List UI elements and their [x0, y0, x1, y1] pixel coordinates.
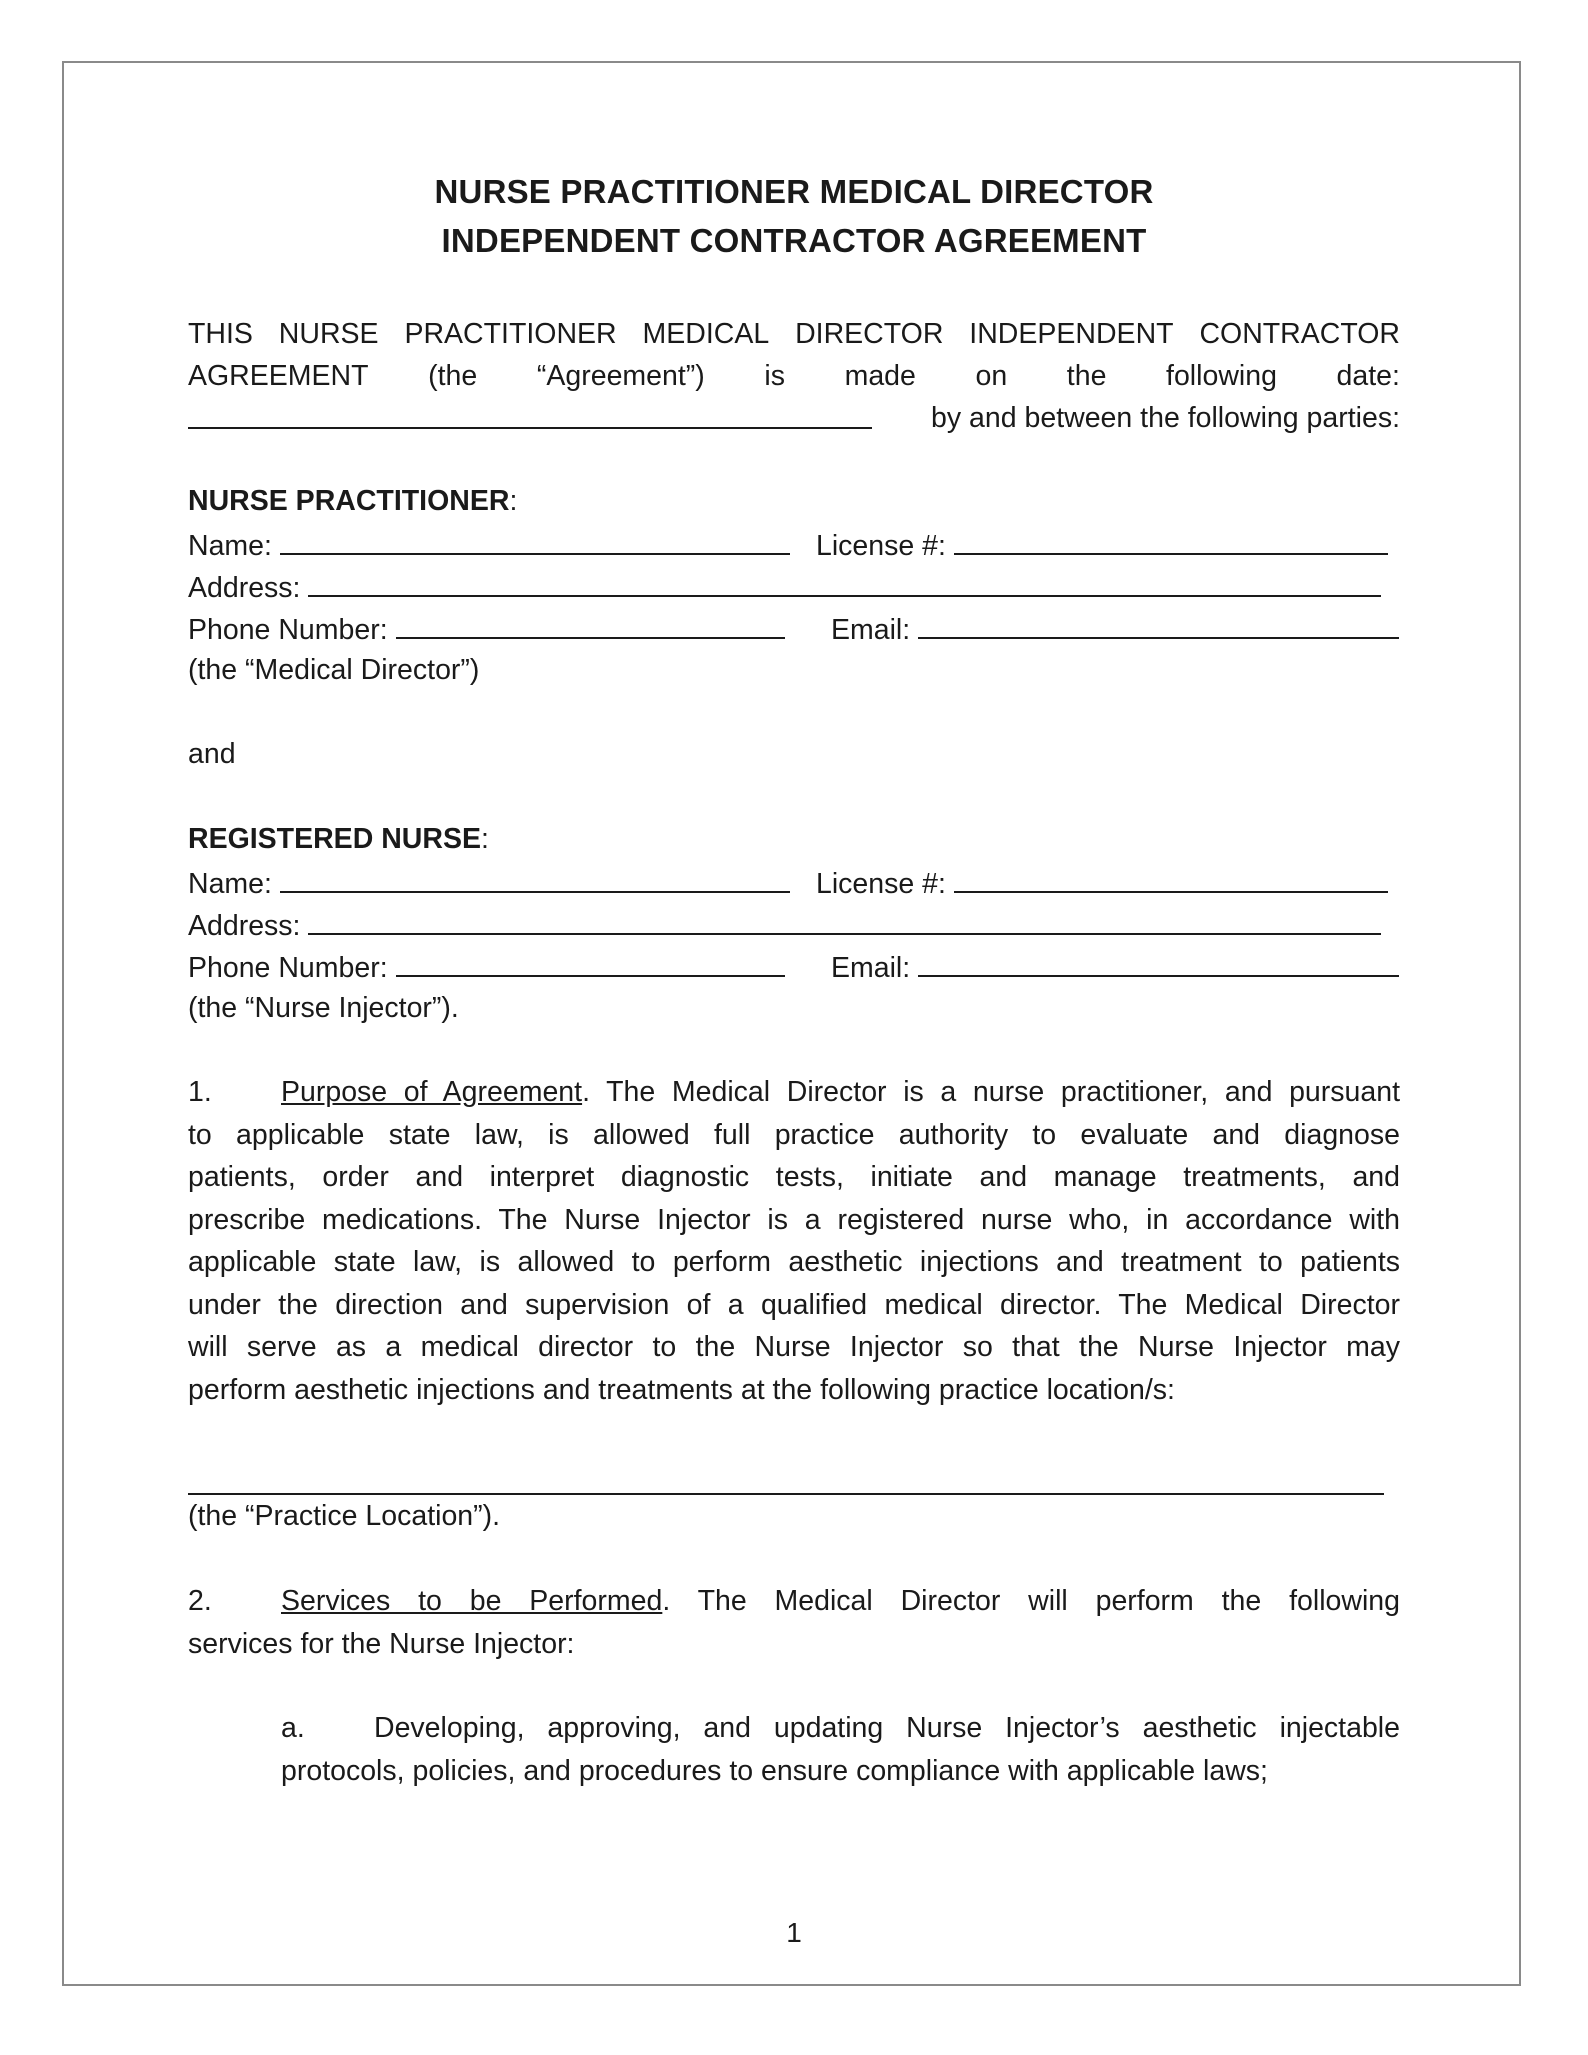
intro-line-2	[188, 355, 1400, 397]
intro-row-1-word: NURSE	[278, 318, 379, 350]
section-1-line-5: applicable state law, is allowed to perform aesthetic injections and treatment to patients	[188, 1246, 1400, 1278]
rn-phone-field[interactable]	[396, 945, 785, 977]
item-a-line-1-text: Developing, approving, and updating Nurse Injector’s aesthetic injectable	[374, 1712, 1400, 1744]
np-address-row	[188, 565, 1381, 609]
section-1-line-4: prescribe medications. The Nurse Injector is a registered nurse who, in accordance with	[188, 1203, 1400, 1236]
intro-line-3-text: by and between the following parties:	[931, 402, 1400, 434]
intro-row-2-word: made	[844, 360, 916, 392]
rn-designation: (the “Nurse Injector”).	[188, 992, 459, 1024]
np-address-field[interactable]	[308, 565, 1381, 597]
intro-row-1-word: CONTRACTOR	[1199, 318, 1400, 350]
rn-address-row	[188, 903, 1381, 947]
np-address-label: Address:	[188, 572, 301, 604]
np-license-row	[816, 523, 1388, 567]
section-2-line-1-rest: . The Medical Director will perform the following	[662, 1585, 1400, 1617]
document-page	[62, 61, 1521, 1986]
rn-name-row	[188, 861, 790, 905]
np-phone-label: Phone Number:	[188, 614, 388, 646]
intro-row-2-word: following	[1166, 360, 1277, 392]
rn-heading-colon: :	[480, 823, 489, 855]
np-name-field[interactable]	[280, 523, 790, 555]
nurse-practitioner-heading	[188, 480, 517, 522]
section-1-line-6: under the direction and supervision of a qualified medical director. The Medical Director	[188, 1288, 1400, 1321]
registered-nurse-heading	[188, 818, 489, 860]
document-title-line-1: NURSE PRACTITIONER MEDICAL DIRECTOR	[434, 173, 1154, 210]
rn-license-field[interactable]	[954, 861, 1388, 893]
rn-address-label: Address:	[188, 910, 301, 942]
intro-row-1-word: THIS	[188, 318, 253, 350]
item-a-letter: a.	[281, 1712, 305, 1744]
section-1-line-1-rest: . The Medical Director is a nurse practitioner, and pursuant	[582, 1076, 1400, 1108]
rn-phone-label: Phone Number:	[188, 952, 388, 984]
item-a-line-2: protocols, policies, and procedures to ensure compliance with applicable laws;	[281, 1754, 1268, 1787]
section-2-heading: Services to be Performed	[281, 1585, 663, 1617]
intro-row-2-word: on	[975, 360, 1008, 392]
section-1-line-7: will serve as a medical director to the Nurse Injector so that the Nurse Injector may	[188, 1331, 1400, 1363]
section-2-line-1	[188, 1580, 1400, 1623]
section-2-number: 2.	[188, 1585, 212, 1617]
np-license-label: License #:	[816, 530, 946, 562]
np-phone-field[interactable]	[396, 607, 785, 639]
rn-name-label: Name:	[188, 868, 272, 900]
section-1-line-8: perform aesthetic injections and treatments at the following practice location/s:	[188, 1373, 1175, 1406]
section-1-purpose	[188, 1071, 1400, 1411]
rn-email-label: Email:	[831, 952, 911, 984]
rn-heading-text: REGISTERED NURSE	[188, 823, 481, 855]
section-2-item-a	[281, 1707, 1400, 1792]
rn-license-label: License #:	[816, 868, 946, 900]
practice-location-field[interactable]	[188, 1463, 1384, 1495]
section-1-line-3: patients, order and interpret diagnostic tests, initiate and manage treatments, and	[188, 1161, 1400, 1193]
section-2-services	[188, 1580, 1400, 1665]
intro-row-1-word: PRACTITIONER	[404, 318, 617, 350]
intro-row-2-word: “Agreement”)	[536, 360, 705, 392]
agreement-date-field[interactable]	[188, 397, 872, 429]
and-text: and	[188, 738, 236, 770]
intro-line-3	[188, 397, 1400, 441]
np-heading-colon: :	[509, 485, 518, 517]
intro-row-1-word: DIRECTOR	[795, 318, 944, 350]
rn-email-row	[831, 945, 1399, 989]
document-title-line-2: INDEPENDENT CONTRACTOR AGREEMENT	[441, 222, 1147, 259]
rn-phone-row	[188, 945, 785, 989]
np-designation: (the “Medical Director”)	[188, 654, 480, 686]
intro-row-1-word: INDEPENDENT	[969, 318, 1174, 350]
section-2-line-2: services for the Nurse Injector:	[188, 1627, 575, 1660]
rn-email-field[interactable]	[918, 945, 1399, 977]
section-1-heading: Purpose of Agreement	[281, 1076, 583, 1108]
np-email-field[interactable]	[918, 607, 1399, 639]
rn-name-field[interactable]	[280, 861, 790, 893]
section-1-line-1	[188, 1071, 1400, 1114]
section-1-number: 1.	[188, 1076, 212, 1108]
rn-address-field[interactable]	[308, 903, 1381, 935]
item-a-line-1	[281, 1707, 1400, 1750]
intro-row-2-word: (the	[428, 360, 478, 392]
np-email-row	[831, 607, 1399, 651]
practice-location-designation: (the “Practice Location”).	[188, 1500, 501, 1532]
np-phone-row	[188, 607, 785, 651]
intro-row-1-word: MEDICAL	[642, 318, 770, 350]
np-heading-text: NURSE PRACTITIONER	[188, 485, 510, 517]
intro-row-2-word: is	[764, 360, 785, 392]
intro-row-2-word: the	[1066, 360, 1107, 392]
page-number: 1	[786, 1917, 802, 1948]
section-1-line-2: to applicable state law, is allowed full practice authority to evaluate and diagnose	[188, 1118, 1400, 1151]
np-email-label: Email:	[831, 614, 911, 646]
intro-row-2-word: date:	[1336, 360, 1400, 392]
intro-row-2-word: AGREEMENT	[188, 360, 369, 392]
np-name-row	[188, 523, 790, 567]
rn-license-row	[816, 861, 1388, 905]
np-license-field[interactable]	[954, 523, 1388, 555]
np-name-label: Name:	[188, 530, 272, 562]
intro-line-1	[188, 313, 1400, 355]
